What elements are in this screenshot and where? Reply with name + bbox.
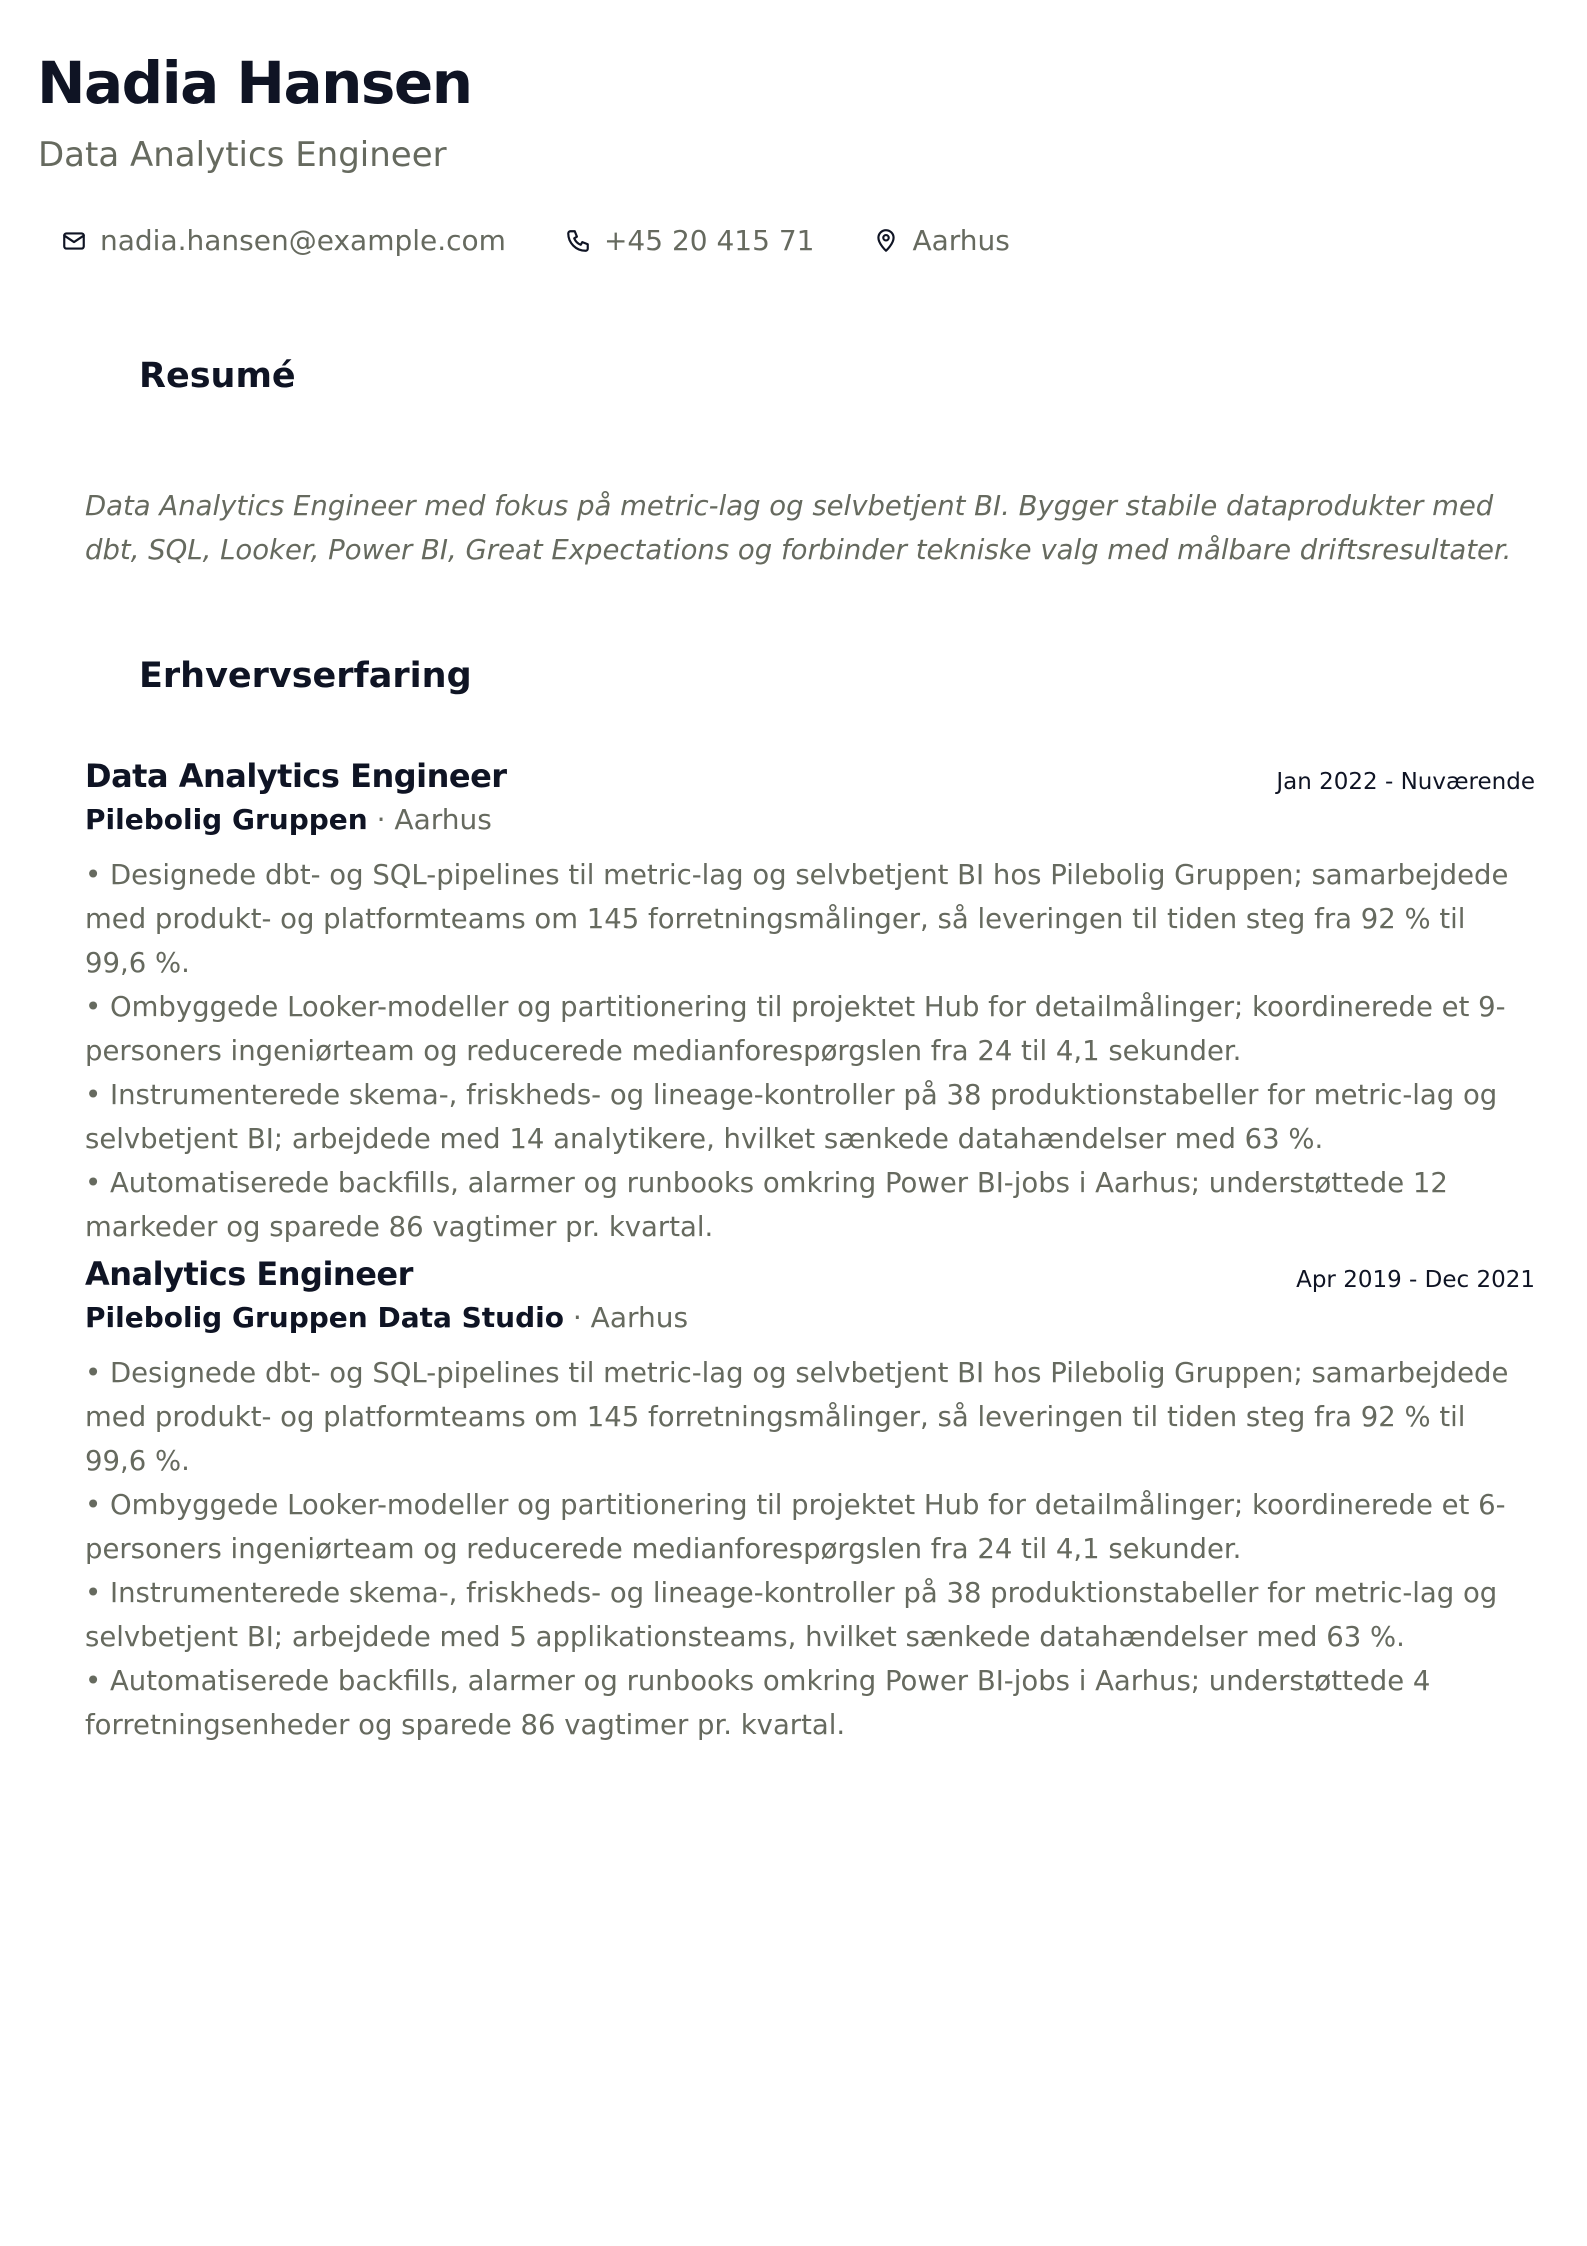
contact-email[interactable] <box>60 224 506 257</box>
job-bullet: • Designede dbt- og SQL-pipelines til metric-lag og selvbetjent BI hos Pilebolig Gruppen; samarbejdede med produkt- og platformteams om 145 forretningsmålinger, så leveringen til tiden steg fra 92 % til 99,6 %. <box>85 1357 1509 1477</box>
job-dates: Jan 2022 - Nuværende <box>1276 769 1535 795</box>
contact-location <box>872 224 1009 257</box>
job-bullets <box>85 853 1535 1249</box>
mail-icon <box>60 227 88 255</box>
phone-icon <box>564 227 592 255</box>
job-dates: Apr 2019 - Dec 2021 <box>1296 1267 1535 1293</box>
job-bullet: • Automatiserede backfills, alarmer og runbooks omkring Power BI-jobs i Aarhus; understøttede 12 markeder og sparede 86 vagtimer pr. kvartal. <box>85 1167 1448 1243</box>
job-location: · Aarhus <box>367 803 492 836</box>
job-title: Data Analytics Engineer <box>85 757 507 795</box>
job-bullet: • Ombyggede Looker-modeller og partitionering til projektet Hub for detailmålinger; koordinerede et 6-personers ingeniørteam og reducerede medianforespørgslen fra 24 til 4,1 sekunder. <box>85 1489 1506 1565</box>
job-company: Pilebolig Gruppen Data Studio <box>85 1301 564 1334</box>
job-title: Analytics Engineer <box>85 1255 413 1293</box>
job-bullets <box>85 1351 1535 1747</box>
job-bullet: • Designede dbt- og SQL-pipelines til metric-lag og selvbetjent BI hos Pilebolig Gruppen; samarbejdede med produkt- og platformteams om 145 forretningsmålinger, så leveringen til tiden steg fra 92 % til 99,6 %. <box>85 859 1509 979</box>
job-company: Pilebolig Gruppen <box>85 803 368 836</box>
experience-heading: Erhvervserfaring <box>139 656 472 696</box>
summary-heading: Resumé <box>139 356 296 396</box>
job-bullet: • Instrumenterede skema-, friskheds- og lineage-kontroller på 38 produktionstabeller for metric-lag og selvbetjent BI; arbejdede med 14 analytikere, hvilket sænkede datahændelser med 63 %. <box>85 1079 1498 1155</box>
summary-text: Data Analytics Engineer med fokus på metric-lag og selvbetjent BI. Bygger stabile dataprodukter med dbt, SQL, Looker, Power BI, Great Expectations og forbinder tekniske valg med målbare driftsresultater. <box>85 490 1512 566</box>
job-bullet: • Automatiserede backfills, alarmer og runbooks omkring Power BI-jobs i Aarhus; understøttede 4 forretningsenheder og sparede 86 vagtimer pr. kvartal. <box>85 1665 1431 1741</box>
job-bullet: • Instrumenterede skema-, friskheds- og lineage-kontroller på 38 produktionstabeller for metric-lag og selvbetjent BI; arbejdede med 5 applikationsteams, hvilket sænkede datahændelser med 63 %. <box>85 1577 1498 1653</box>
job-bullet: • Ombyggede Looker-modeller og partitionering til projektet Hub for detailmålinger; koordinerede et 9-personers ingeniørteam og reducerede medianforespørgslen fra 24 til 4,1 sekunder. <box>85 991 1506 1067</box>
contact-phone[interactable] <box>564 224 815 257</box>
job-company-line <box>85 1301 688 1334</box>
contact-info <box>60 224 1068 257</box>
job-company-line <box>85 803 492 836</box>
job-location: · Aarhus <box>563 1301 689 1334</box>
location-pin-icon <box>872 227 900 255</box>
contact-location-text: Aarhus <box>912 224 1010 257</box>
contact-phone-text: +45 20 415 71 <box>603 224 815 257</box>
candidate-name: Nadia Hansen <box>37 49 472 117</box>
contact-email-text: nadia.hansen@example.com <box>100 224 506 257</box>
candidate-headline: Data Analytics Engineer <box>38 135 447 175</box>
